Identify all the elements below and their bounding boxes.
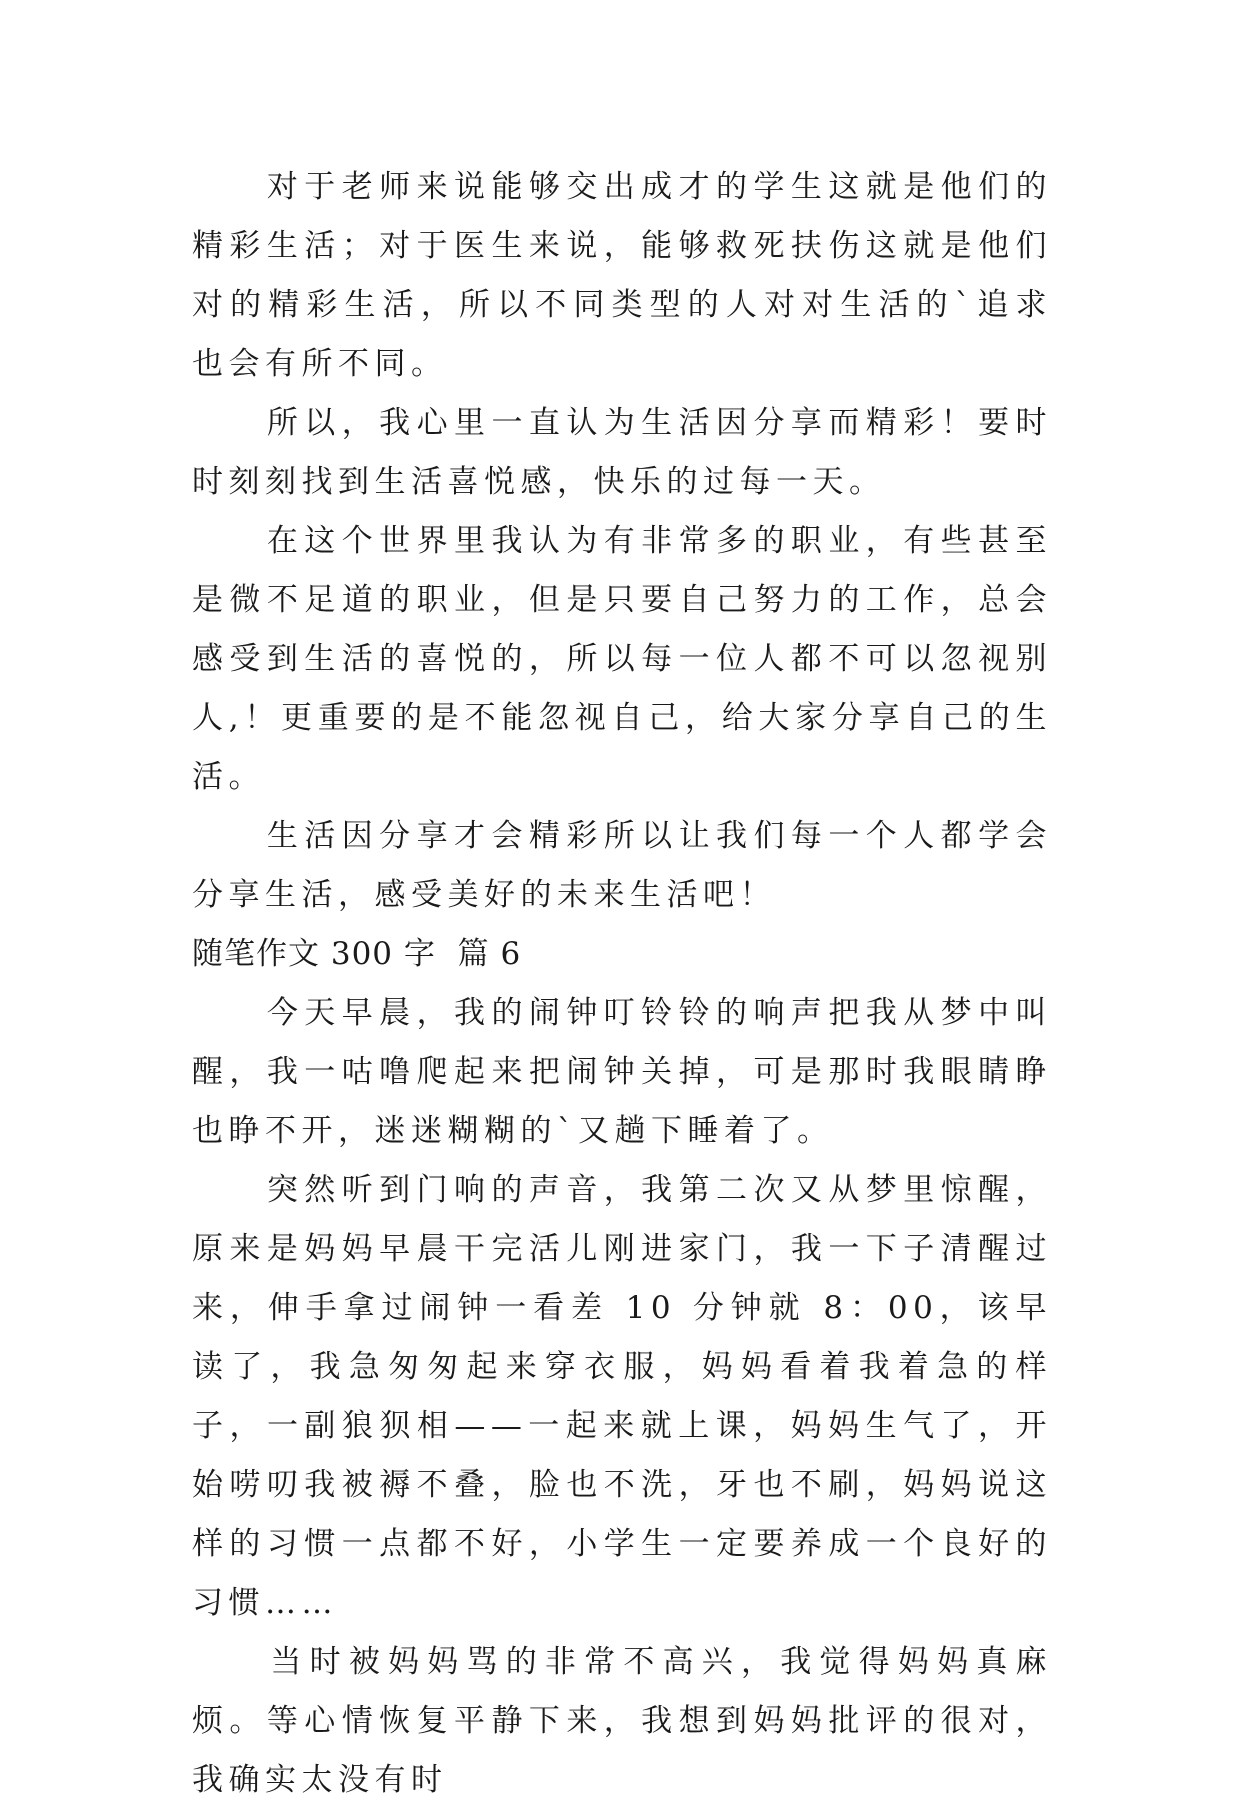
paragraph-sharing: 所以，我心里一直认为生活因分享而精彩！要时时刻刻找到生活喜悦感，快乐的过每一天。 xyxy=(192,405,1052,500)
paragraph-mother-scolding: 突然听到门响的声音，我第二次又从梦里惊醒，原来是妈妈早晨干完活儿刚进家门，我一下子清醒过来，伸手拿过闹钟一看差 10 分钟就 8：00，该早读了，我急匆匆起来穿衣服，妈妈看着我着急的样子，一副狼狈相——一起来就上课，妈妈生气了，开始唠叨我被褥不叠，脸也不洗，牙也不刷，妈妈说这样的习惯一点都不好，小学生一定要养成一个良好的习惯…… xyxy=(192,1172,1052,1621)
paragraph-reflection: 当时被妈妈骂的非常不高兴，我觉得妈妈真麻烦。等心情恢复平静下来，我想到妈妈批评的很对，我确实太没有时 xyxy=(192,1644,1052,1798)
paragraph-teacher-doctor: 对于老师来说能够交出成才的学生这就是他们的精彩生活；对于医生来说，能够救死扶伤这就是他们对的精彩生活，所以不同类型的人对对生活的`追求也会有所不同。 xyxy=(192,169,1052,382)
paragraph-conclusion: 生活因分享才会精彩所以让我们每一个人都学会分享生活，感受美好的未来生活吧！ xyxy=(192,818,1052,913)
section-heading: 随笔作文 300 字 篇 6 xyxy=(192,936,522,972)
paragraph-professions: 在这个世界里我认为有非常多的职业，有些甚至是微不足道的职业，但是只要自己努力的工作，总会感受到生活的喜悦的，所以每一位人都不可以忽视别人,！更重要的是不能忽视自己，给大家分享自己的生活。 xyxy=(192,523,1052,795)
document-body xyxy=(192,158,1052,1810)
paragraph-alarm-clock: 今天早晨，我的闹钟叮铃铃的响声把我从梦中叫醒，我一咕噜爬起来把闹钟关掉，可是那时我眼睛睁也睁不开，迷迷糊糊的`又趟下睡着了。 xyxy=(192,995,1052,1149)
